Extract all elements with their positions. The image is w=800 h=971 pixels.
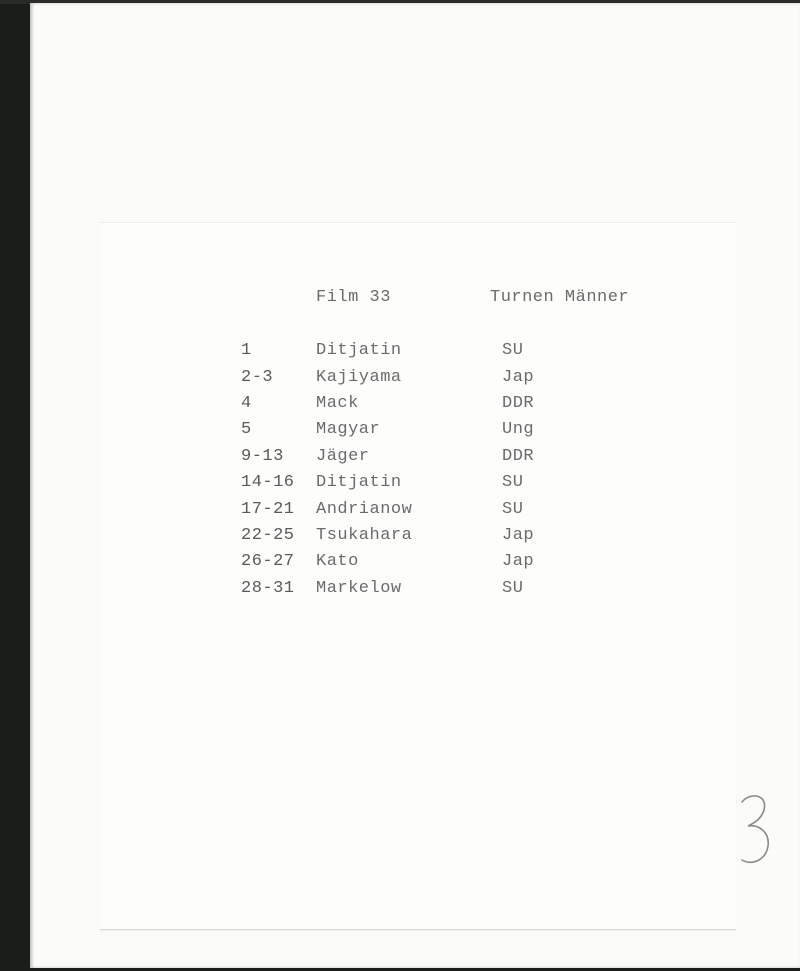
athlete-name: Markelow <box>316 579 402 598</box>
athlete-name: Mack <box>316 394 359 413</box>
row-number: 9-13 <box>241 447 284 466</box>
athlete-country: Ung <box>502 420 535 439</box>
athlete-name: Kato <box>316 552 359 571</box>
athlete-country: SU <box>502 579 524 598</box>
pasted-slip <box>100 222 736 930</box>
athlete-country: SU <box>502 500 524 519</box>
athlete-name: Jäger <box>316 447 370 466</box>
row-number: 1 <box>241 341 252 360</box>
row-number: 17-21 <box>241 500 295 519</box>
athlete-name: Ditjatin <box>316 341 402 360</box>
athlete-name: Magyar <box>316 420 381 439</box>
row-number: 5 <box>241 420 252 439</box>
film-label: Film 33 <box>316 288 391 307</box>
athlete-name: Andrianow <box>316 500 413 519</box>
athlete-name: Tsukahara <box>316 526 413 545</box>
row-number: 14-16 <box>241 473 295 492</box>
athlete-name: Ditjatin <box>316 473 402 492</box>
athlete-country: Jap <box>502 552 535 571</box>
athlete-country: DDR <box>502 394 535 413</box>
row-number: 22-25 <box>241 526 295 545</box>
athlete-country: Jap <box>502 368 535 387</box>
athlete-country: SU <box>502 473 524 492</box>
row-number: 4 <box>241 394 252 413</box>
athlete-country: DDR <box>502 447 535 466</box>
row-number: 2-3 <box>241 368 274 387</box>
topic-label: Turnen Männer <box>490 288 630 307</box>
row-number: 26-27 <box>241 552 295 571</box>
athlete-country: Jap <box>502 526 535 545</box>
row-number: 28-31 <box>241 579 295 598</box>
handwritten-number-3 <box>736 790 776 870</box>
athlete-name: Kajiyama <box>316 368 402 387</box>
athlete-country: SU <box>502 341 524 360</box>
